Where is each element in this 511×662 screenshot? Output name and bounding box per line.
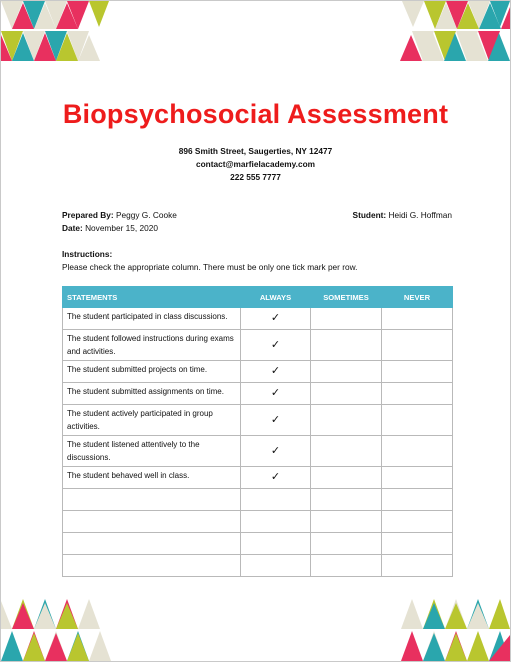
never-cell[interactable] (382, 467, 453, 489)
statement-cell: The student behaved well in class. (63, 467, 241, 489)
assessment-table (62, 286, 453, 577)
prepared-by-label: Prepared By: (62, 210, 114, 220)
date-line (62, 222, 177, 235)
never-cell[interactable] (382, 361, 453, 383)
table-row (63, 436, 453, 467)
never-cell[interactable] (382, 405, 453, 436)
always-cell[interactable]: ✓ (241, 361, 311, 383)
address-line: 896 Smith Street, Saugerties, NY 12477 (178, 146, 333, 156)
statement-cell: The student actively participated in group activities. (63, 405, 241, 436)
statement-cell: The student participated in class discussions. (63, 308, 241, 330)
sometimes-cell[interactable] (311, 436, 382, 467)
table-row (63, 330, 453, 361)
statement-cell: The student listened attentively to the discussions. (63, 436, 241, 467)
sometimes-cell[interactable] (311, 489, 382, 511)
statement-cell[interactable] (63, 511, 241, 533)
date-label: Date: (62, 223, 83, 233)
student-value: Heidi G. Hoffman (388, 210, 452, 220)
contact-block (1, 145, 510, 184)
never-cell[interactable] (382, 533, 453, 555)
student-info (353, 209, 452, 222)
always-cell[interactable]: ✓ (241, 308, 311, 330)
sometimes-cell[interactable] (311, 361, 382, 383)
never-cell[interactable] (382, 489, 453, 511)
header-never: NEVER (382, 287, 453, 308)
table-row (63, 467, 453, 489)
statement-cell[interactable] (63, 533, 241, 555)
instructions-block (62, 248, 357, 274)
always-cell[interactable]: ✓ (241, 467, 311, 489)
email-line: contact@marfielacademy.com (195, 159, 316, 169)
prepared-info (62, 209, 177, 235)
statement-cell: The student submitted projects on time. (63, 361, 241, 383)
prepared-by-line (62, 209, 177, 222)
table-row (63, 511, 453, 533)
table-row (63, 308, 453, 330)
instructions-label: Instructions: (62, 249, 113, 259)
always-cell[interactable]: ✓ (241, 436, 311, 467)
statement-cell: The student followed instructions during exams and activities. (63, 330, 241, 361)
table-header-row (63, 287, 453, 308)
never-cell[interactable] (382, 383, 453, 405)
phone-line: 222 555 7777 (230, 172, 281, 182)
statement-cell[interactable] (63, 489, 241, 511)
sometimes-cell[interactable] (311, 467, 382, 489)
never-cell[interactable] (382, 330, 453, 361)
never-cell[interactable] (382, 511, 453, 533)
sometimes-cell[interactable] (311, 308, 382, 330)
student-label: Student: (352, 210, 387, 220)
table-row (63, 533, 453, 555)
sometimes-cell[interactable] (311, 383, 382, 405)
table-row (63, 383, 453, 405)
always-cell[interactable]: ✓ (241, 330, 311, 361)
triangle-pattern-bottom-left (1, 599, 113, 661)
always-cell[interactable]: ✓ (241, 405, 311, 436)
table-row (63, 489, 453, 511)
sometimes-cell[interactable] (311, 330, 382, 361)
table-row (63, 405, 453, 436)
document-title: Biopsychosocial Assessment (62, 99, 449, 129)
header-sometimes: SOMETIMES (311, 287, 382, 308)
table-row (63, 555, 453, 577)
instructions-text: Please check the appropriate column. There must be only one tick mark per row. (62, 262, 358, 272)
always-cell[interactable] (241, 489, 311, 511)
header-always: ALWAYS (241, 287, 311, 308)
date-value: November 15, 2020 (85, 223, 158, 233)
sometimes-cell[interactable] (311, 533, 382, 555)
always-cell[interactable] (241, 555, 311, 577)
triangle-pattern-bottom-right (398, 599, 510, 661)
never-cell[interactable] (382, 555, 453, 577)
always-cell[interactable] (241, 533, 311, 555)
never-cell[interactable] (382, 436, 453, 467)
always-cell[interactable]: ✓ (241, 383, 311, 405)
statement-cell: The student submitted assignments on time. (63, 383, 241, 405)
header-statements: STATEMENTS (63, 287, 241, 308)
always-cell[interactable] (241, 511, 311, 533)
sometimes-cell[interactable] (311, 405, 382, 436)
statement-cell[interactable] (63, 555, 241, 577)
never-cell[interactable] (382, 308, 453, 330)
prepared-by-value: Peggy G. Cooke (115, 210, 177, 220)
table-row (63, 361, 453, 383)
triangle-pattern-top-left (1, 1, 113, 63)
triangle-pattern-top-right (398, 1, 510, 63)
sometimes-cell[interactable] (311, 511, 382, 533)
sometimes-cell[interactable] (311, 555, 382, 577)
